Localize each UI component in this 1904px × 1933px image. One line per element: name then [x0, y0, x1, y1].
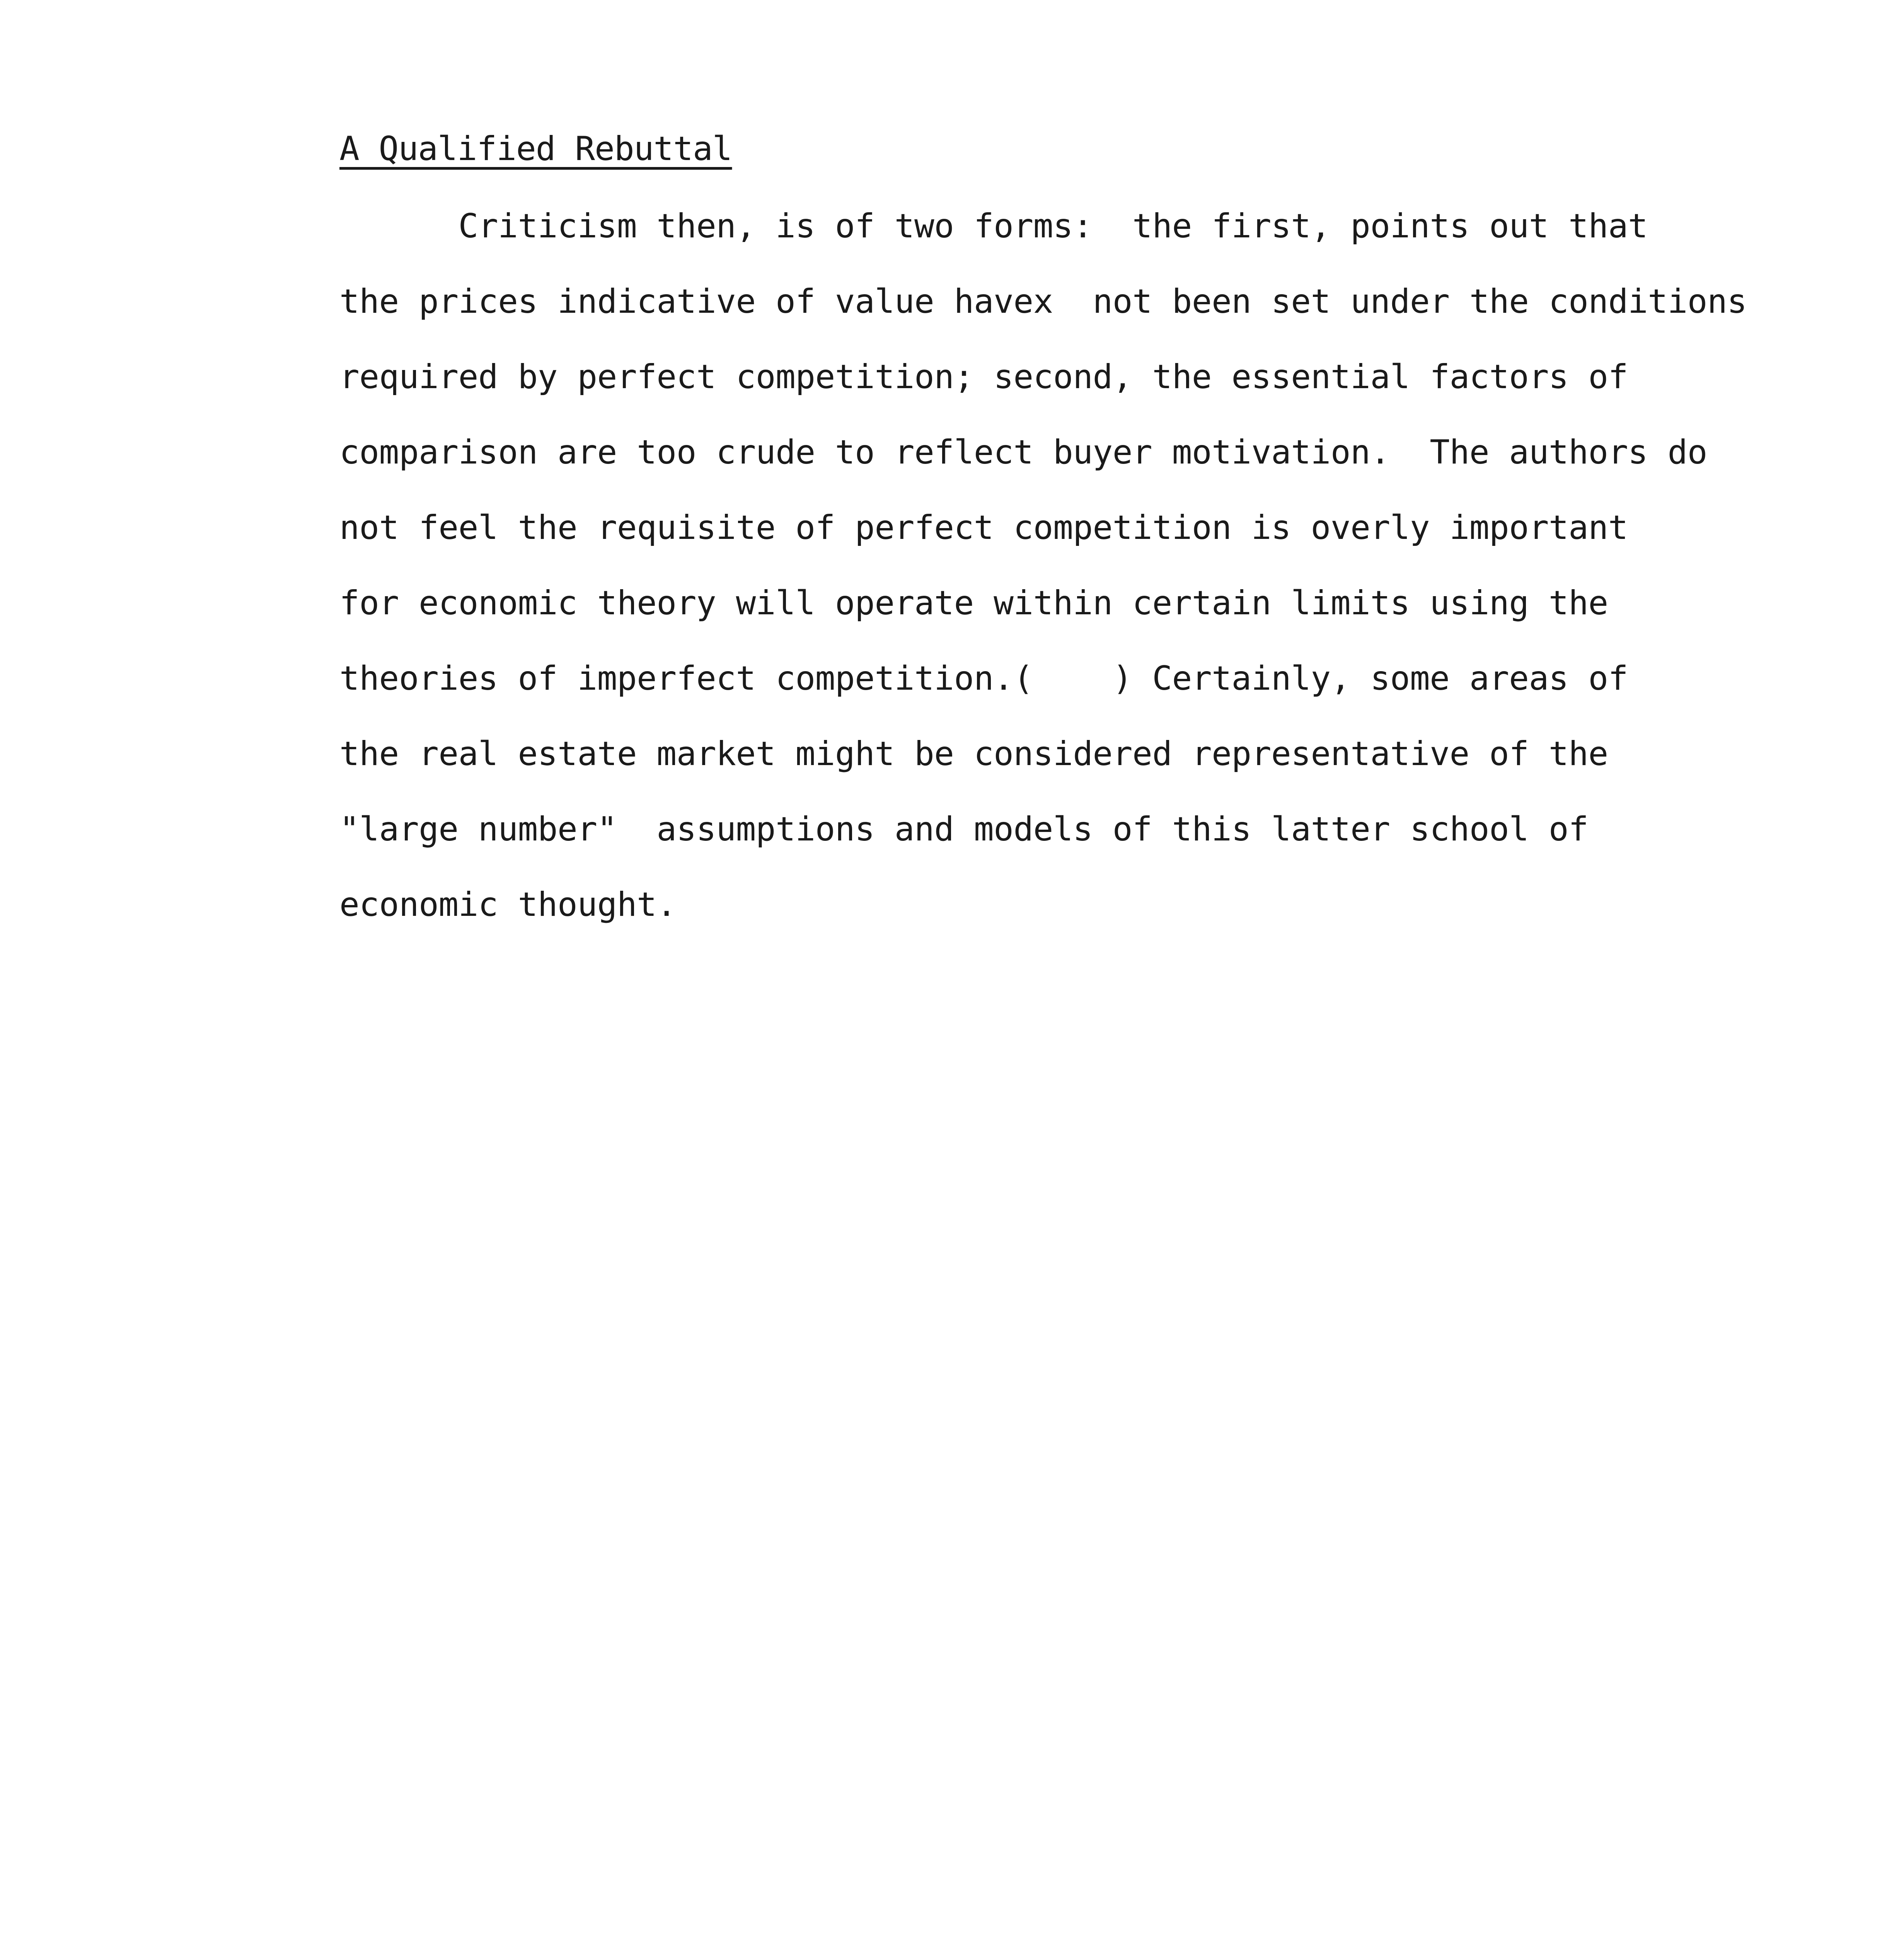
paragraph-line: comparison are too crude to reflect buyer motivation. The authors do	[339, 433, 1708, 472]
paragraph-line: the prices indicative of value havex not been set under the conditions	[339, 282, 1747, 321]
paragraph-line: "large number" assumptions and models of this latter school of	[339, 810, 1589, 849]
paragraph-line: for economic theory will operate within certain limits using the	[339, 584, 1608, 622]
section-heading: A Qualified Rebuttal	[339, 130, 732, 168]
paragraph-line: theories of imperfect competition.( ) Certainly, some areas of	[339, 659, 1628, 698]
paragraph-line: the real estate market might be considered representative of the	[339, 735, 1608, 773]
paragraph-line: economic thought.	[339, 885, 677, 924]
paragraph-line: not feel the requisite of perfect competition is overly important	[339, 508, 1628, 547]
paragraph-line: required by perfect competition; second, the essential factors of	[339, 358, 1628, 396]
paragraph-line: Criticism then, is of two forms: the first, points out that	[339, 207, 1648, 245]
